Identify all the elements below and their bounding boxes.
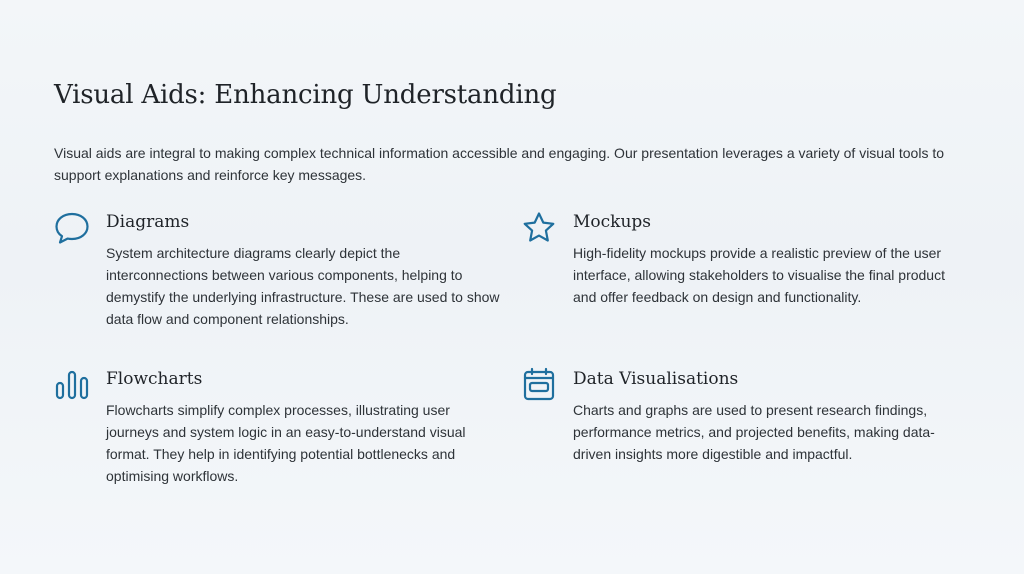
card-heading: Diagrams [106, 212, 190, 232]
calendar-icon [521, 367, 557, 403]
bar-chart-icon [54, 367, 90, 403]
page-title: Visual Aids: Enhancing Understanding [54, 80, 557, 110]
card-heading: Data Visualisations [573, 369, 739, 389]
card-heading: Flowcharts [106, 369, 203, 389]
card-text: System architecture diagrams clearly depict the interconnections between various components, helping to demystify the underlying infrastructure. These are used to show data flow and component relationships. [106, 245, 500, 327]
star-icon [521, 210, 557, 246]
speech-bubble-icon [54, 210, 90, 246]
card-text: Flowcharts simplify complex processes, illustrating user journeys and system logic in an easy-to-understand visual format. They help in identifying potential bottlenecks and optimising workflows. [106, 402, 466, 484]
intro-paragraph: Visual aids are integral to making complex technical information accessible and engaging. Our presentation leverages a variety of visual tools to support explanations and reinforce key messages. [54, 145, 945, 183]
card-text: High-fidelity mockups provide a realistic preview of the user interface, allowing stakeholders to visualise the final product and offer feedback on design and functionality. [573, 245, 945, 305]
card-heading: Mockups [573, 212, 652, 232]
card-text: Charts and graphs are used to present research findings, performance metrics, and projected benefits, making data-driven insights more digestible and impactful. [573, 402, 935, 462]
